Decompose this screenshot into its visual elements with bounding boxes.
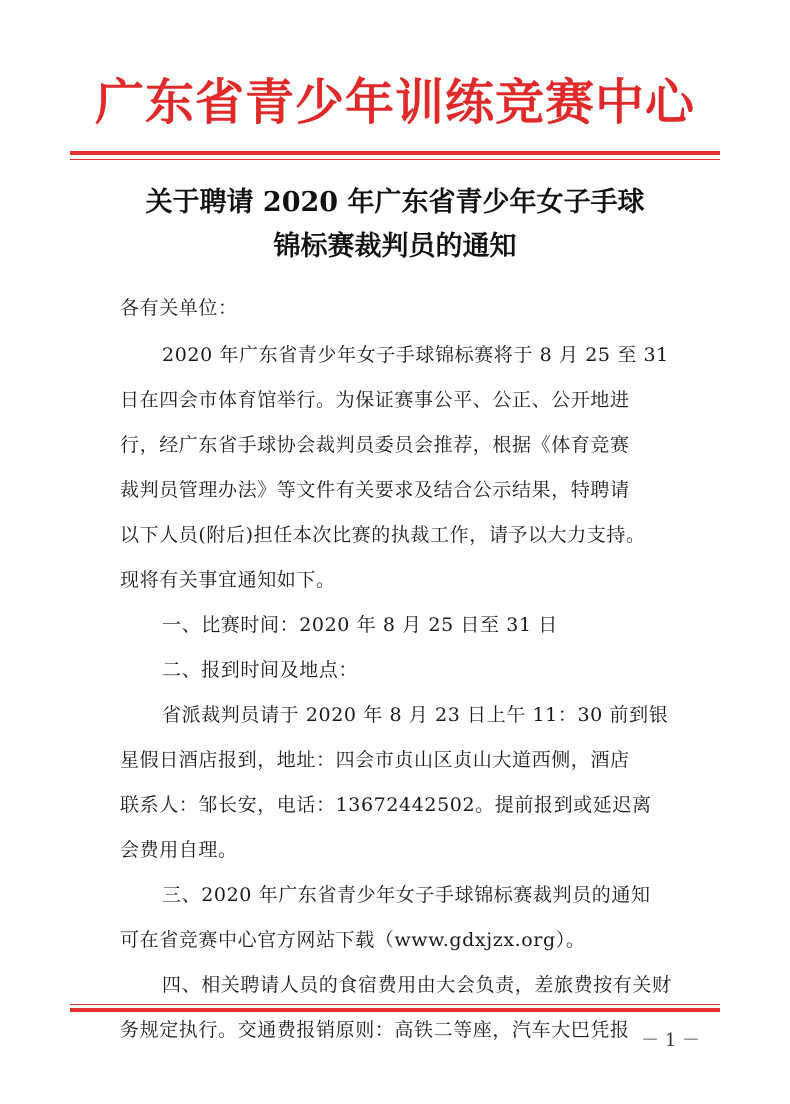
paragraph-line: 可在省竞赛中心官方网站下载（www.gdxjzx.org）。 [120, 929, 586, 951]
salutation: 各有关单位： [120, 297, 238, 319]
paragraph-line: 星假日酒店报到，地址：四会市贞山区贞山大道西侧，酒店 [120, 749, 630, 771]
header-rule-thick [70, 151, 720, 155]
section-1-heading: 一、比赛时间：2020 年 8 月 25 日至 31 日 [162, 614, 558, 636]
organization-header: 广东省青少年训练竞赛中心 [94, 73, 695, 131]
paragraph-line: 以下人员(附后)担任本次比赛的执裁工作，请予以大力支持。 [120, 524, 646, 546]
section-4-line: 四、相关聘请人员的食宿费用由大会负责，差旅费按有关财 [162, 974, 672, 996]
paragraph-line: 裁判员管理办法》等文件有关要求及结合公示结果，特聘请 [120, 479, 630, 501]
paragraph-line: 2020 年广东省青少年女子手球锦标赛将于 8 月 25 至 31 [162, 344, 669, 366]
header-rule-thin [70, 159, 720, 160]
paragraph-line: 省派裁判员请于 2020 年 8 月 23 日上午 11：30 前到银 [162, 704, 669, 726]
document-title-line-1: 关于聘请 2020 年广东省青少年女子手球 [145, 187, 645, 218]
section-2-heading: 二、报到时间及地点： [162, 659, 359, 681]
document-title-line-2: 锦标赛裁判员的通知 [273, 231, 517, 262]
paragraph-line: 联系人：邹长安，电话：13672442502。提前报到或延迟离 [120, 794, 652, 816]
paragraph-line: 日在四会市体育馆举行。为保证赛事公平、公正、公开地进 [120, 389, 630, 411]
paragraph-line: 务规定执行。交通费报销原则：高铁二等座，汽车大巴凭报 [120, 1019, 630, 1041]
paragraph-line: 行，经广东省手球协会裁判员委员会推荐，根据《体育竞赛 [120, 434, 630, 456]
footer-rule-thick [70, 1008, 720, 1012]
footer-rule-thin [70, 1004, 720, 1005]
page-number: － 1 － [641, 1030, 700, 1051]
paragraph-line: 现将有关事宜通知如下。 [120, 569, 336, 591]
paragraph-line: 会费用自理。 [120, 839, 238, 861]
section-3-line: 三、2020 年广东省青少年女子手球锦标赛裁判员的通知 [162, 884, 651, 906]
